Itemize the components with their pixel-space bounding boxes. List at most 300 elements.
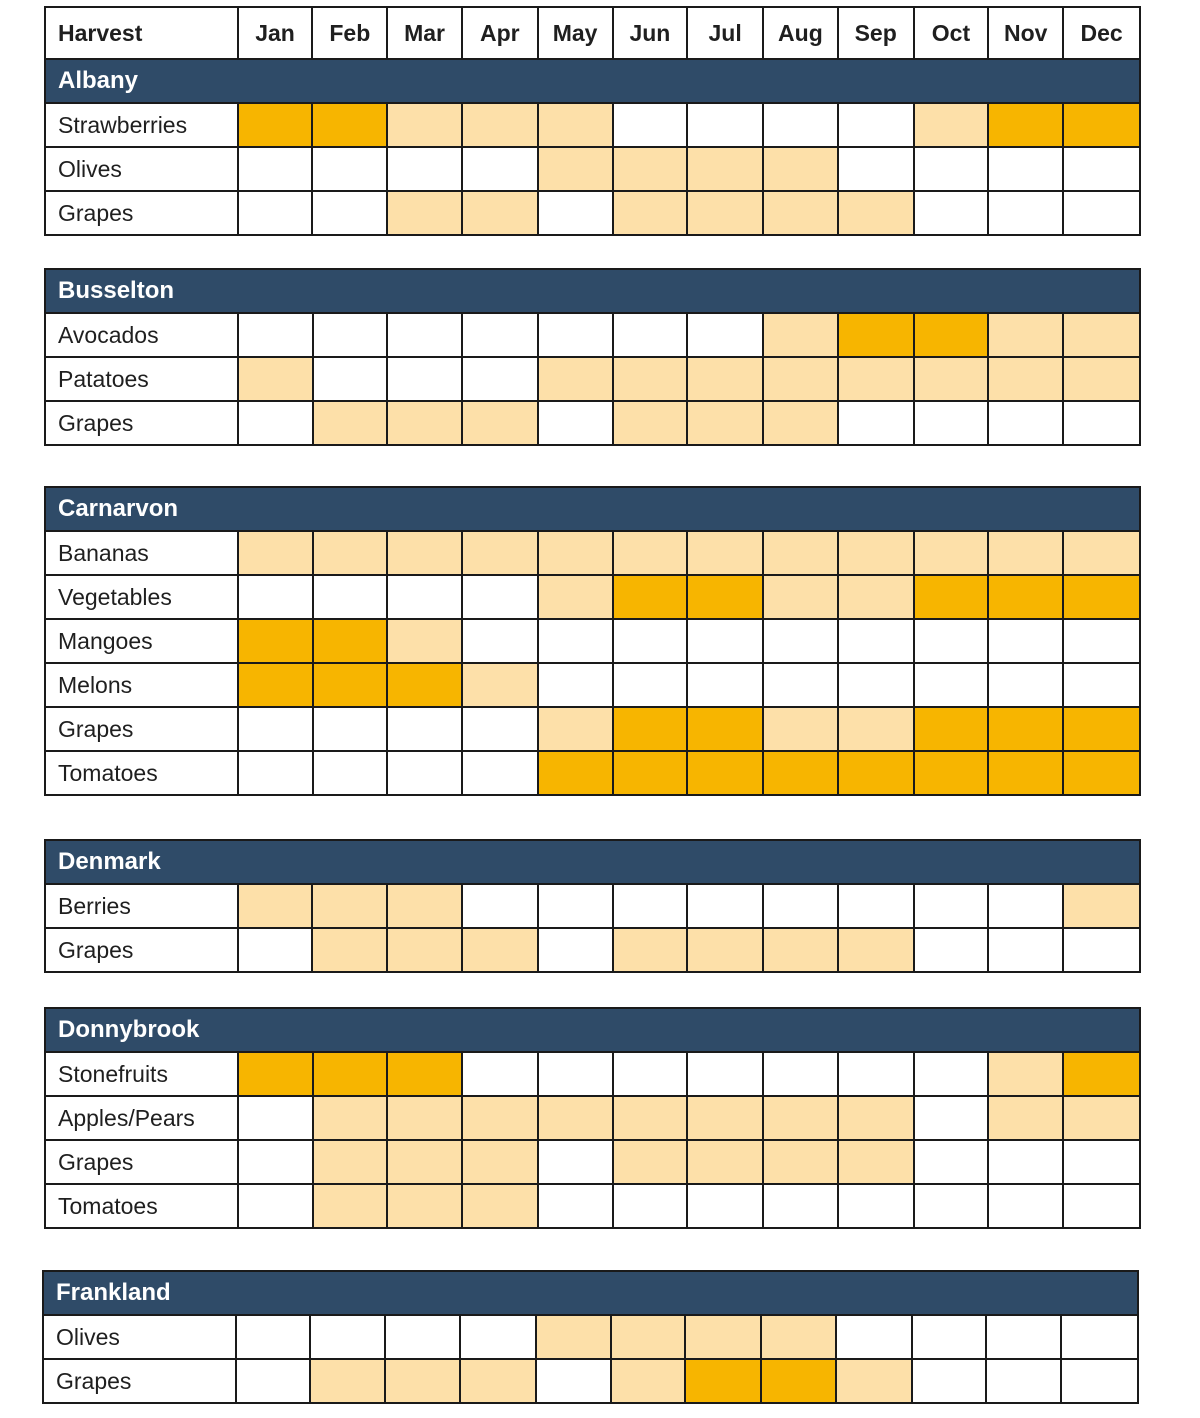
harvest-cell-oct (914, 928, 989, 972)
harvest-cell-jun (613, 313, 688, 357)
harvest-cell-jan (238, 619, 313, 663)
harvest-cell-jun (613, 1140, 688, 1184)
harvest-cell-apr (462, 884, 538, 928)
table-row (45, 575, 1140, 619)
harvest-cell-jun (613, 1184, 688, 1228)
harvest-cell-feb (310, 1359, 385, 1403)
harvest-cell-apr (462, 1140, 538, 1184)
harvest-cell-feb (312, 928, 387, 972)
table-row (45, 1184, 1140, 1228)
harvest-cell-feb (313, 707, 388, 751)
crop-name: Stonefruits (45, 1052, 238, 1096)
harvest-cell-jul (687, 928, 763, 972)
harvest-cell-dec (1063, 401, 1140, 445)
region-table-busselton (44, 268, 1141, 446)
harvest-cell-apr (462, 531, 538, 575)
harvest-cell-may (538, 575, 613, 619)
harvest-cell-aug (763, 147, 838, 191)
harvest-cell-jul (687, 357, 763, 401)
harvest-cell-jun (613, 575, 688, 619)
harvest-cell-jan (238, 884, 313, 928)
harvest-cell-aug (763, 191, 838, 235)
harvest-cell-jan (238, 663, 313, 707)
harvest-cell-sep (836, 1315, 912, 1359)
harvest-cell-nov (988, 147, 1063, 191)
harvest-cell-mar (387, 663, 462, 707)
harvest-cell-aug (763, 619, 838, 663)
region-title: Frankland (43, 1271, 1138, 1315)
harvest-cell-jan (238, 928, 313, 972)
harvest-cell-jan (238, 313, 313, 357)
harvest-cell-feb (313, 1052, 388, 1096)
harvest-cell-sep (838, 313, 914, 357)
harvest-cell-jun (613, 103, 688, 147)
harvest-cell-feb (313, 1140, 388, 1184)
table-row (45, 751, 1140, 795)
harvest-cell-sep (838, 147, 914, 191)
harvest-cell-may (538, 357, 613, 401)
harvest-cell-mar (385, 1315, 460, 1359)
harvest-cell-sep (838, 663, 914, 707)
crop-name: Tomatoes (45, 751, 238, 795)
harvest-cell-apr (462, 191, 538, 235)
header-month-apr: Apr (462, 7, 538, 59)
harvest-cell-may (538, 531, 613, 575)
harvest-cell-jul (687, 1184, 763, 1228)
header-month-aug: Aug (763, 7, 838, 59)
crop-name: Olives (45, 147, 238, 191)
harvest-cell-sep (836, 1359, 912, 1403)
harvest-cell-jun (613, 928, 688, 972)
table-row (45, 147, 1140, 191)
harvest-cell-jan (238, 191, 313, 235)
header-month-nov: Nov (988, 7, 1063, 59)
harvest-cell-may (538, 1096, 613, 1140)
harvest-cell-dec (1063, 313, 1140, 357)
harvest-cell-apr (462, 707, 538, 751)
harvest-cell-mar (387, 1184, 462, 1228)
harvest-cell-jan (236, 1359, 311, 1403)
harvest-cell-jun (613, 884, 688, 928)
harvest-cell-feb (312, 147, 387, 191)
harvest-cell-oct (914, 619, 989, 663)
header-month-oct: Oct (914, 7, 989, 59)
harvest-cell-apr (462, 401, 538, 445)
harvest-cell-sep (838, 575, 914, 619)
harvest-cell-nov (988, 751, 1063, 795)
harvest-cell-aug (763, 928, 838, 972)
harvest-cell-jul (687, 707, 763, 751)
harvest-cell-oct (914, 531, 989, 575)
table-row (45, 707, 1140, 751)
harvest-cell-jul (687, 191, 763, 235)
harvest-cell-may (538, 928, 613, 972)
harvest-cell-oct (914, 103, 989, 147)
harvest-cell-feb (310, 1315, 385, 1359)
harvest-cell-apr (462, 1052, 538, 1096)
header-month-sep: Sep (838, 7, 914, 59)
harvest-cell-dec (1063, 357, 1140, 401)
harvest-cell-mar (387, 1052, 462, 1096)
harvest-cell-oct (914, 575, 989, 619)
crop-name: Mangoes (45, 619, 238, 663)
harvest-cell-jan (238, 531, 313, 575)
harvest-cell-aug (763, 884, 838, 928)
harvest-cell-aug (763, 575, 838, 619)
harvest-cell-mar (387, 531, 462, 575)
harvest-cell-may (538, 751, 613, 795)
harvest-cell-sep (838, 1096, 914, 1140)
harvest-cell-dec (1063, 928, 1140, 972)
harvest-cell-apr (460, 1359, 536, 1403)
harvest-cell-dec (1063, 619, 1140, 663)
harvest-cell-dec (1061, 1359, 1138, 1403)
harvest-cell-feb (313, 531, 388, 575)
harvest-cell-nov (988, 1140, 1063, 1184)
harvest-cell-oct (914, 884, 989, 928)
harvest-cell-may (538, 401, 613, 445)
harvest-cell-oct (914, 1184, 989, 1228)
harvest-cell-jan (238, 357, 313, 401)
harvest-cell-jan (238, 103, 313, 147)
harvest-cell-dec (1063, 531, 1140, 575)
harvest-cell-nov (988, 884, 1063, 928)
region-title: Donnybrook (45, 1008, 1140, 1052)
harvest-cell-sep (838, 401, 914, 445)
harvest-cell-mar (387, 1096, 462, 1140)
harvest-cell-jan (238, 1096, 313, 1140)
harvest-cell-apr (462, 751, 538, 795)
harvest-cell-nov (988, 663, 1063, 707)
harvest-cell-apr (462, 663, 538, 707)
table-row (45, 357, 1140, 401)
harvest-cell-jul (687, 531, 763, 575)
harvest-cell-mar (387, 619, 462, 663)
harvest-cell-jan (238, 1184, 313, 1228)
crop-name: Patatoes (45, 357, 238, 401)
harvest-cell-sep (838, 751, 914, 795)
harvest-cell-nov (988, 103, 1063, 147)
crop-name: Grapes (45, 1140, 238, 1184)
harvest-cell-mar (387, 147, 462, 191)
harvest-cell-jun (611, 1359, 686, 1403)
harvest-cell-may (538, 619, 613, 663)
harvest-cell-dec (1063, 1140, 1140, 1184)
region-title: Albany (45, 59, 1140, 103)
header-row (45, 7, 1140, 59)
harvest-cell-may (536, 1315, 611, 1359)
harvest-cell-nov (988, 707, 1063, 751)
harvest-cell-apr (460, 1315, 536, 1359)
table-row (45, 531, 1140, 575)
harvest-cell-apr (462, 1096, 538, 1140)
harvest-cell-feb (313, 1096, 388, 1140)
harvest-cell-sep (838, 619, 914, 663)
crop-name: Bananas (45, 531, 238, 575)
harvest-cell-may (538, 663, 613, 707)
region-table-denmark (44, 839, 1141, 973)
harvest-cell-sep (838, 1184, 914, 1228)
harvest-cell-sep (838, 707, 914, 751)
harvest-cell-jul (687, 103, 763, 147)
crop-name: Berries (45, 884, 238, 928)
harvest-cell-jan (238, 1052, 313, 1096)
harvest-cell-jun (613, 707, 688, 751)
region-title: Denmark (45, 840, 1140, 884)
header-harvest: Harvest (45, 7, 238, 59)
harvest-cell-mar (387, 191, 462, 235)
harvest-cell-jun (613, 401, 688, 445)
harvest-cell-jul (687, 1096, 763, 1140)
header-month-feb: Feb (312, 7, 387, 59)
harvest-cell-may (538, 707, 613, 751)
harvest-cell-dec (1063, 884, 1140, 928)
region-title: Carnarvon (45, 487, 1140, 531)
harvest-cell-jul (687, 575, 763, 619)
harvest-cell-jul (687, 1052, 763, 1096)
table-row (45, 884, 1140, 928)
harvest-cell-aug (763, 1096, 838, 1140)
region-table-donnybrook (44, 1007, 1141, 1229)
harvest-cell-aug (763, 313, 838, 357)
harvest-cell-mar (387, 707, 462, 751)
crop-name: Vegetables (45, 575, 238, 619)
crop-name: Tomatoes (45, 1184, 238, 1228)
harvest-cell-nov (986, 1359, 1061, 1403)
table-row (45, 1096, 1140, 1140)
harvest-cell-aug (763, 1184, 838, 1228)
harvest-cell-jun (613, 751, 688, 795)
crop-name: Grapes (45, 707, 238, 751)
harvest-cell-feb (312, 191, 387, 235)
harvest-cell-jun (613, 147, 688, 191)
harvest-cell-dec (1063, 575, 1140, 619)
harvest-cell-dec (1063, 707, 1140, 751)
harvest-cell-feb (313, 619, 388, 663)
harvest-cell-feb (313, 575, 388, 619)
table-row (45, 619, 1140, 663)
crop-name: Olives (43, 1315, 236, 1359)
harvest-cell-nov (988, 357, 1063, 401)
harvest-cell-may (538, 191, 613, 235)
crop-name: Strawberries (45, 103, 238, 147)
crop-name: Apples/Pears (45, 1096, 238, 1140)
harvest-cell-dec (1063, 663, 1140, 707)
header-month-may: May (538, 7, 613, 59)
table-row (45, 1052, 1140, 1096)
harvest-cell-may (538, 103, 613, 147)
harvest-cell-dec (1063, 1052, 1140, 1096)
harvest-cell-nov (988, 191, 1063, 235)
harvest-cell-mar (385, 1359, 460, 1403)
harvest-cell-nov (988, 575, 1063, 619)
harvest-cell-aug (763, 1140, 838, 1184)
harvest-cell-sep (838, 103, 914, 147)
harvest-cell-oct (914, 357, 989, 401)
harvest-cell-nov (986, 1315, 1061, 1359)
harvest-cell-aug (761, 1359, 836, 1403)
table-row (45, 928, 1140, 972)
harvest-cell-oct (914, 663, 989, 707)
harvest-cell-jun (613, 531, 688, 575)
harvest-cell-aug (763, 663, 838, 707)
header-month-dec: Dec (1063, 7, 1140, 59)
harvest-cell-jan (238, 1140, 313, 1184)
harvest-cell-mar (387, 357, 462, 401)
harvest-cell-sep (838, 928, 914, 972)
harvest-cell-mar (387, 313, 462, 357)
harvest-cell-feb (313, 751, 388, 795)
harvest-cell-nov (988, 619, 1063, 663)
harvest-cell-nov (988, 928, 1063, 972)
harvest-cell-dec (1063, 103, 1140, 147)
harvest-cell-jun (611, 1315, 686, 1359)
harvest-cell-jul (685, 1359, 761, 1403)
harvest-cell-nov (988, 313, 1063, 357)
harvest-cell-dec (1063, 1096, 1140, 1140)
harvest-cell-nov (988, 531, 1063, 575)
table-row (45, 1140, 1140, 1184)
table-row (43, 1315, 1138, 1359)
harvest-cell-aug (763, 357, 838, 401)
harvest-cell-mar (387, 884, 462, 928)
region-table-albany (44, 6, 1141, 236)
harvest-cell-jan (238, 147, 313, 191)
harvest-cell-jul (687, 751, 763, 795)
harvest-cell-apr (462, 619, 538, 663)
crop-name: Grapes (43, 1359, 236, 1403)
harvest-cell-oct (914, 1140, 989, 1184)
harvest-cell-apr (462, 357, 538, 401)
harvest-cell-aug (761, 1315, 836, 1359)
crop-name: Grapes (45, 191, 238, 235)
header-month-jun: Jun (613, 7, 688, 59)
harvest-cell-nov (988, 1184, 1063, 1228)
harvest-cell-oct (912, 1315, 987, 1359)
table-row (45, 401, 1140, 445)
harvest-cell-jan (236, 1315, 311, 1359)
harvest-cell-oct (914, 751, 989, 795)
region-title: Busselton (45, 269, 1140, 313)
harvest-cell-oct (914, 147, 989, 191)
harvest-cell-dec (1061, 1315, 1138, 1359)
harvest-cell-oct (914, 707, 989, 751)
harvest-cell-jan (238, 401, 313, 445)
harvest-cell-apr (462, 147, 538, 191)
harvest-cell-may (538, 1052, 613, 1096)
harvest-cell-jul (687, 884, 763, 928)
harvest-cell-nov (988, 1052, 1063, 1096)
harvest-cell-jun (613, 1052, 688, 1096)
crop-name: Grapes (45, 928, 238, 972)
harvest-cell-oct (912, 1359, 987, 1403)
harvest-cell-apr (462, 313, 538, 357)
harvest-cell-may (538, 884, 613, 928)
harvest-cell-jan (238, 751, 313, 795)
harvest-cell-jul (687, 663, 763, 707)
table-row (43, 1359, 1138, 1403)
harvest-cell-mar (387, 1140, 462, 1184)
harvest-cell-jan (238, 575, 313, 619)
harvest-cell-feb (313, 1184, 388, 1228)
table-row (45, 313, 1140, 357)
harvest-cell-sep (838, 884, 914, 928)
harvest-cell-mar (387, 575, 462, 619)
harvest-cell-may (538, 313, 613, 357)
harvest-cell-apr (462, 103, 538, 147)
table-row (45, 103, 1140, 147)
harvest-cell-jun (613, 663, 688, 707)
table-row (45, 191, 1140, 235)
harvest-cell-feb (313, 357, 388, 401)
harvest-cell-apr (462, 1184, 538, 1228)
harvest-cell-jul (687, 1140, 763, 1184)
header-month-jul: Jul (687, 7, 763, 59)
harvest-cell-jul (687, 313, 763, 357)
harvest-cell-may (538, 147, 613, 191)
harvest-cell-aug (763, 751, 838, 795)
harvest-cell-feb (313, 663, 388, 707)
harvest-cell-oct (914, 1096, 989, 1140)
crop-name: Avocados (45, 313, 238, 357)
harvest-cell-sep (838, 1052, 914, 1096)
harvest-cell-sep (838, 357, 914, 401)
crop-name: Grapes (45, 401, 238, 445)
harvest-cell-aug (763, 401, 838, 445)
harvest-cell-feb (313, 313, 388, 357)
harvest-cell-oct (914, 191, 989, 235)
crop-name: Melons (45, 663, 238, 707)
harvest-cell-jun (613, 191, 688, 235)
harvest-cell-feb (313, 401, 388, 445)
harvest-cell-jul (687, 619, 763, 663)
harvest-cell-aug (763, 707, 838, 751)
harvest-cell-jul (687, 147, 763, 191)
harvest-cell-may (538, 1140, 613, 1184)
harvest-cell-oct (914, 1052, 989, 1096)
harvest-cell-aug (763, 531, 838, 575)
harvest-cell-apr (462, 928, 538, 972)
harvest-cell-jul (685, 1315, 761, 1359)
harvest-cell-oct (914, 401, 989, 445)
harvest-cell-sep (838, 191, 914, 235)
header-month-jan: Jan (238, 7, 313, 59)
region-table-frankland (42, 1270, 1139, 1404)
harvest-cell-apr (462, 575, 538, 619)
harvest-cell-mar (387, 751, 462, 795)
harvest-cell-oct (914, 313, 989, 357)
header-month-mar: Mar (387, 7, 462, 59)
harvest-cell-nov (988, 401, 1063, 445)
harvest-cell-may (536, 1359, 611, 1403)
harvest-cell-jun (613, 619, 688, 663)
harvest-cell-mar (387, 401, 462, 445)
harvest-cell-nov (988, 1096, 1063, 1140)
harvest-cell-dec (1063, 1184, 1140, 1228)
region-table-carnarvon (44, 486, 1141, 796)
harvest-cell-jul (687, 401, 763, 445)
harvest-cell-sep (838, 1140, 914, 1184)
harvest-cell-may (538, 1184, 613, 1228)
harvest-cell-feb (312, 103, 387, 147)
harvest-cell-feb (312, 884, 387, 928)
harvest-cell-jun (613, 357, 688, 401)
harvest-cell-mar (387, 103, 462, 147)
harvest-cell-dec (1063, 191, 1140, 235)
table-row (45, 663, 1140, 707)
harvest-cell-dec (1063, 147, 1140, 191)
harvest-cell-jun (613, 1096, 688, 1140)
